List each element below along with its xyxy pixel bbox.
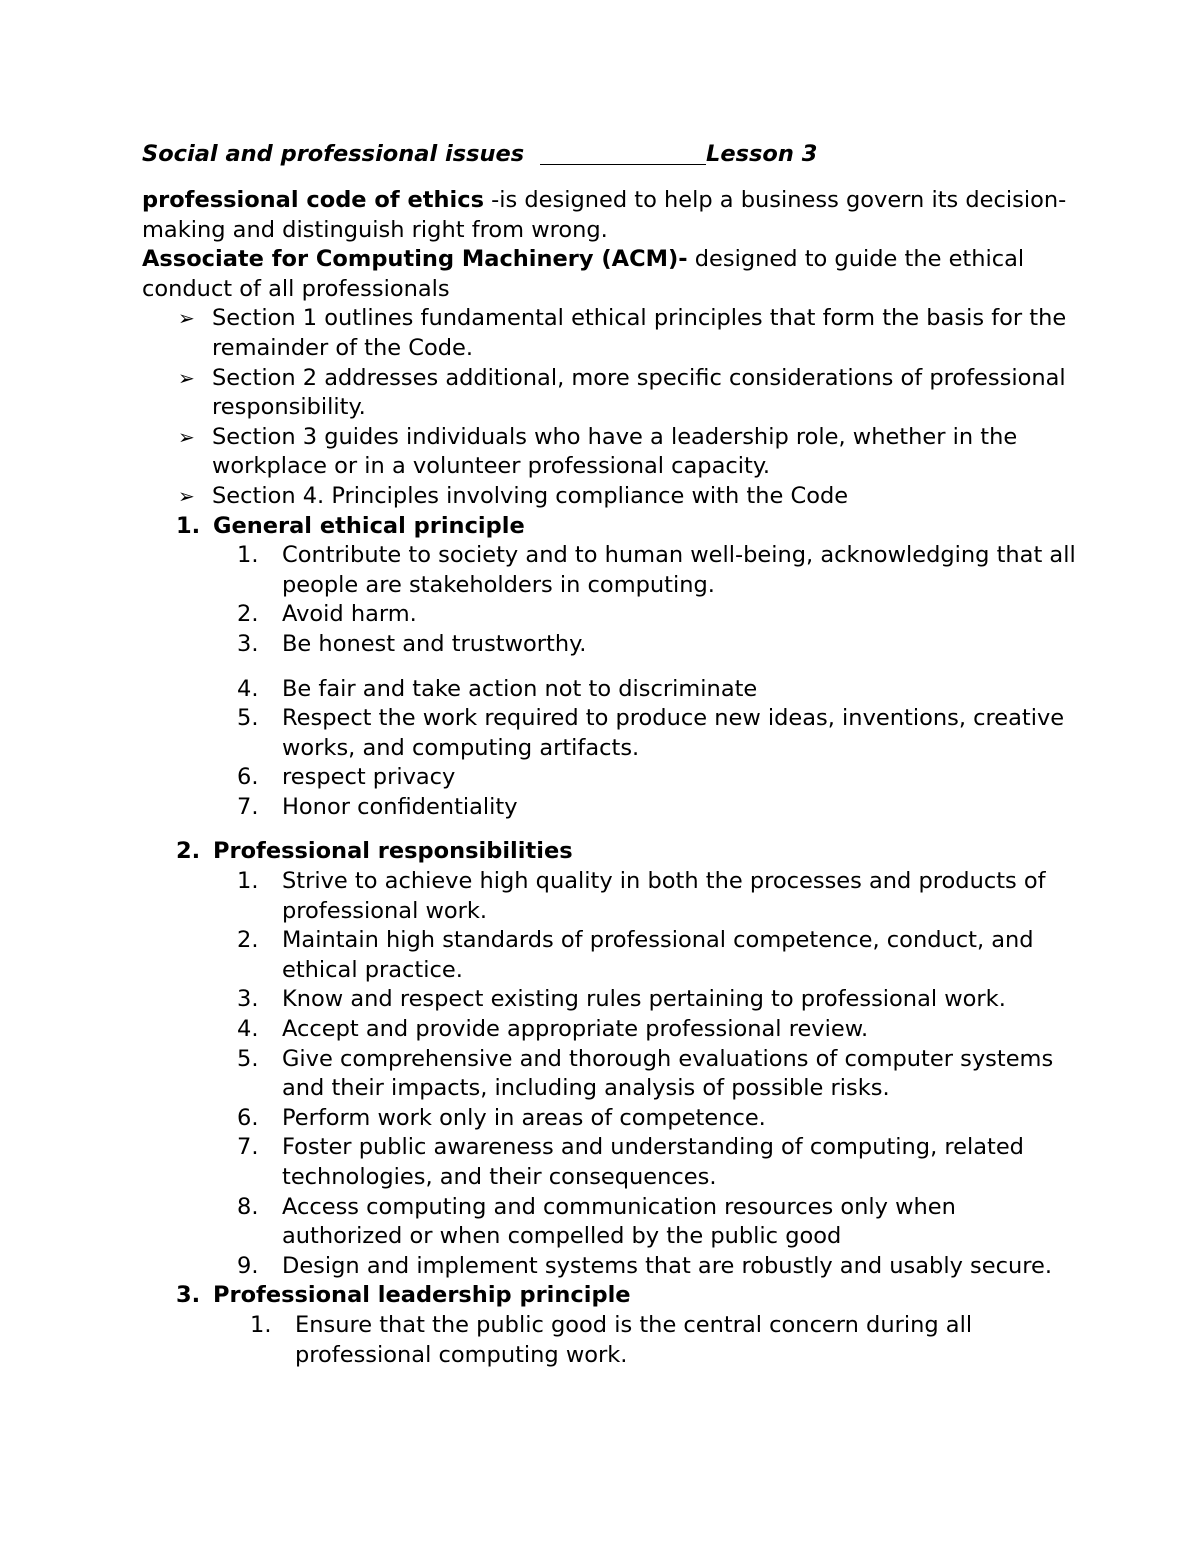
section-title: General ethical principle (213, 512, 525, 539)
list-item: 7. Foster public awareness and understanding of computing, related technologies, and their consequences. (237, 1134, 1024, 1190)
list-item: 6. Perform work only in areas of competence. (237, 1104, 766, 1131)
document-page (142, 140, 1082, 1370)
list-item: 7. Honor confidentiality (237, 793, 518, 820)
section-number: 3. (176, 1282, 201, 1309)
arrow-bullet-icon: ➢ (178, 365, 195, 390)
lesson-label: Lesson 3 (706, 141, 818, 167)
list-item: 6. respect privacy (237, 764, 456, 791)
term-acm: Associate for Computing Machinery (ACM)- (142, 246, 688, 273)
header-underline-gap (540, 164, 706, 165)
list-item: 4. Accept and provide appropriate professional review. (237, 1016, 869, 1043)
section-title: Professional responsibilities (213, 838, 573, 865)
arrow-bullet-icon: ➢ (178, 483, 195, 508)
arrow-bullet-icon: ➢ (178, 306, 195, 331)
section-heading-1 (142, 512, 1082, 542)
section-title: Professional leadership principle (213, 1282, 631, 1309)
principles-list-3 (142, 1311, 1082, 1370)
definition-text: designed to guide the ethical conduct of all professionals (142, 246, 1025, 302)
list-item: 2. Avoid harm. (237, 601, 417, 628)
principles-list-2 (142, 867, 1082, 1281)
list-item: ➢ Section 3 guides individuals who have a leadership role, whether in the workplace or in a volunteer professional capacity. (178, 423, 1018, 480)
definition-code-of-ethics (142, 186, 1082, 245)
section-bullet-list (142, 304, 1082, 511)
arrow-bullet-icon: ➢ (178, 424, 195, 449)
list-item: 8. Access computing and communication resources only when authorized or when compelled by the public good (237, 1193, 956, 1250)
list-item: 2. Maintain high standards of professional competence, conduct, and ethical practice. (237, 927, 1034, 983)
spacer (142, 822, 1082, 837)
definition-text: -is designed to help a business govern its decision-making and distinguish right from wrong. (142, 187, 1067, 243)
principles-list-1 (142, 541, 1082, 822)
list-item: 5. Give comprehensive and thorough evaluations of computer systems and their impacts, including analysis of possible risks. (237, 1045, 1054, 1102)
list-item: 3. Know and respect existing rules pertaining to professional work. (237, 986, 1006, 1013)
list-item: 5. Respect the work required to produce new ideas, inventions, creative works, and computing artifacts. (237, 705, 1065, 761)
page-header (142, 140, 1082, 170)
list-item: 1. Strive to achieve high quality in both the processes and products of professional work. (237, 868, 1046, 924)
definition-acm (142, 245, 1082, 304)
section-heading-3 (142, 1281, 1082, 1311)
list-item: ➢ Section 1 outlines fundamental ethical principles that form the basis for the remainder of the Code. (178, 305, 1067, 361)
spacer (142, 660, 1082, 675)
list-item: 4. Be fair and take action not to discriminate (237, 675, 758, 702)
term-code-of-ethics: professional code of ethics (142, 187, 484, 213)
section-number: 2. (176, 838, 201, 865)
list-item: 9. Design and implement systems that are robustly and usably secure. (237, 1252, 1052, 1279)
list-item: 1. Ensure that the public good is the central concern during all professional computing work. (250, 1311, 973, 1368)
list-item: ➢ Section 4. Principles involving compliance with the Code (142, 482, 1082, 512)
page-title: Social and professional issues (142, 141, 525, 167)
list-item: 1. Contribute to society and to human well-being, acknowledging that all people are stakeholders in computing. (237, 542, 1076, 598)
list-item: 3. Be honest and trustworthy. (237, 630, 587, 657)
section-heading-2 (142, 837, 1082, 867)
section-number: 1. (176, 512, 201, 539)
list-item: ➢ Section 2 addresses additional, more specific considerations of professional responsibility. (178, 364, 1066, 421)
